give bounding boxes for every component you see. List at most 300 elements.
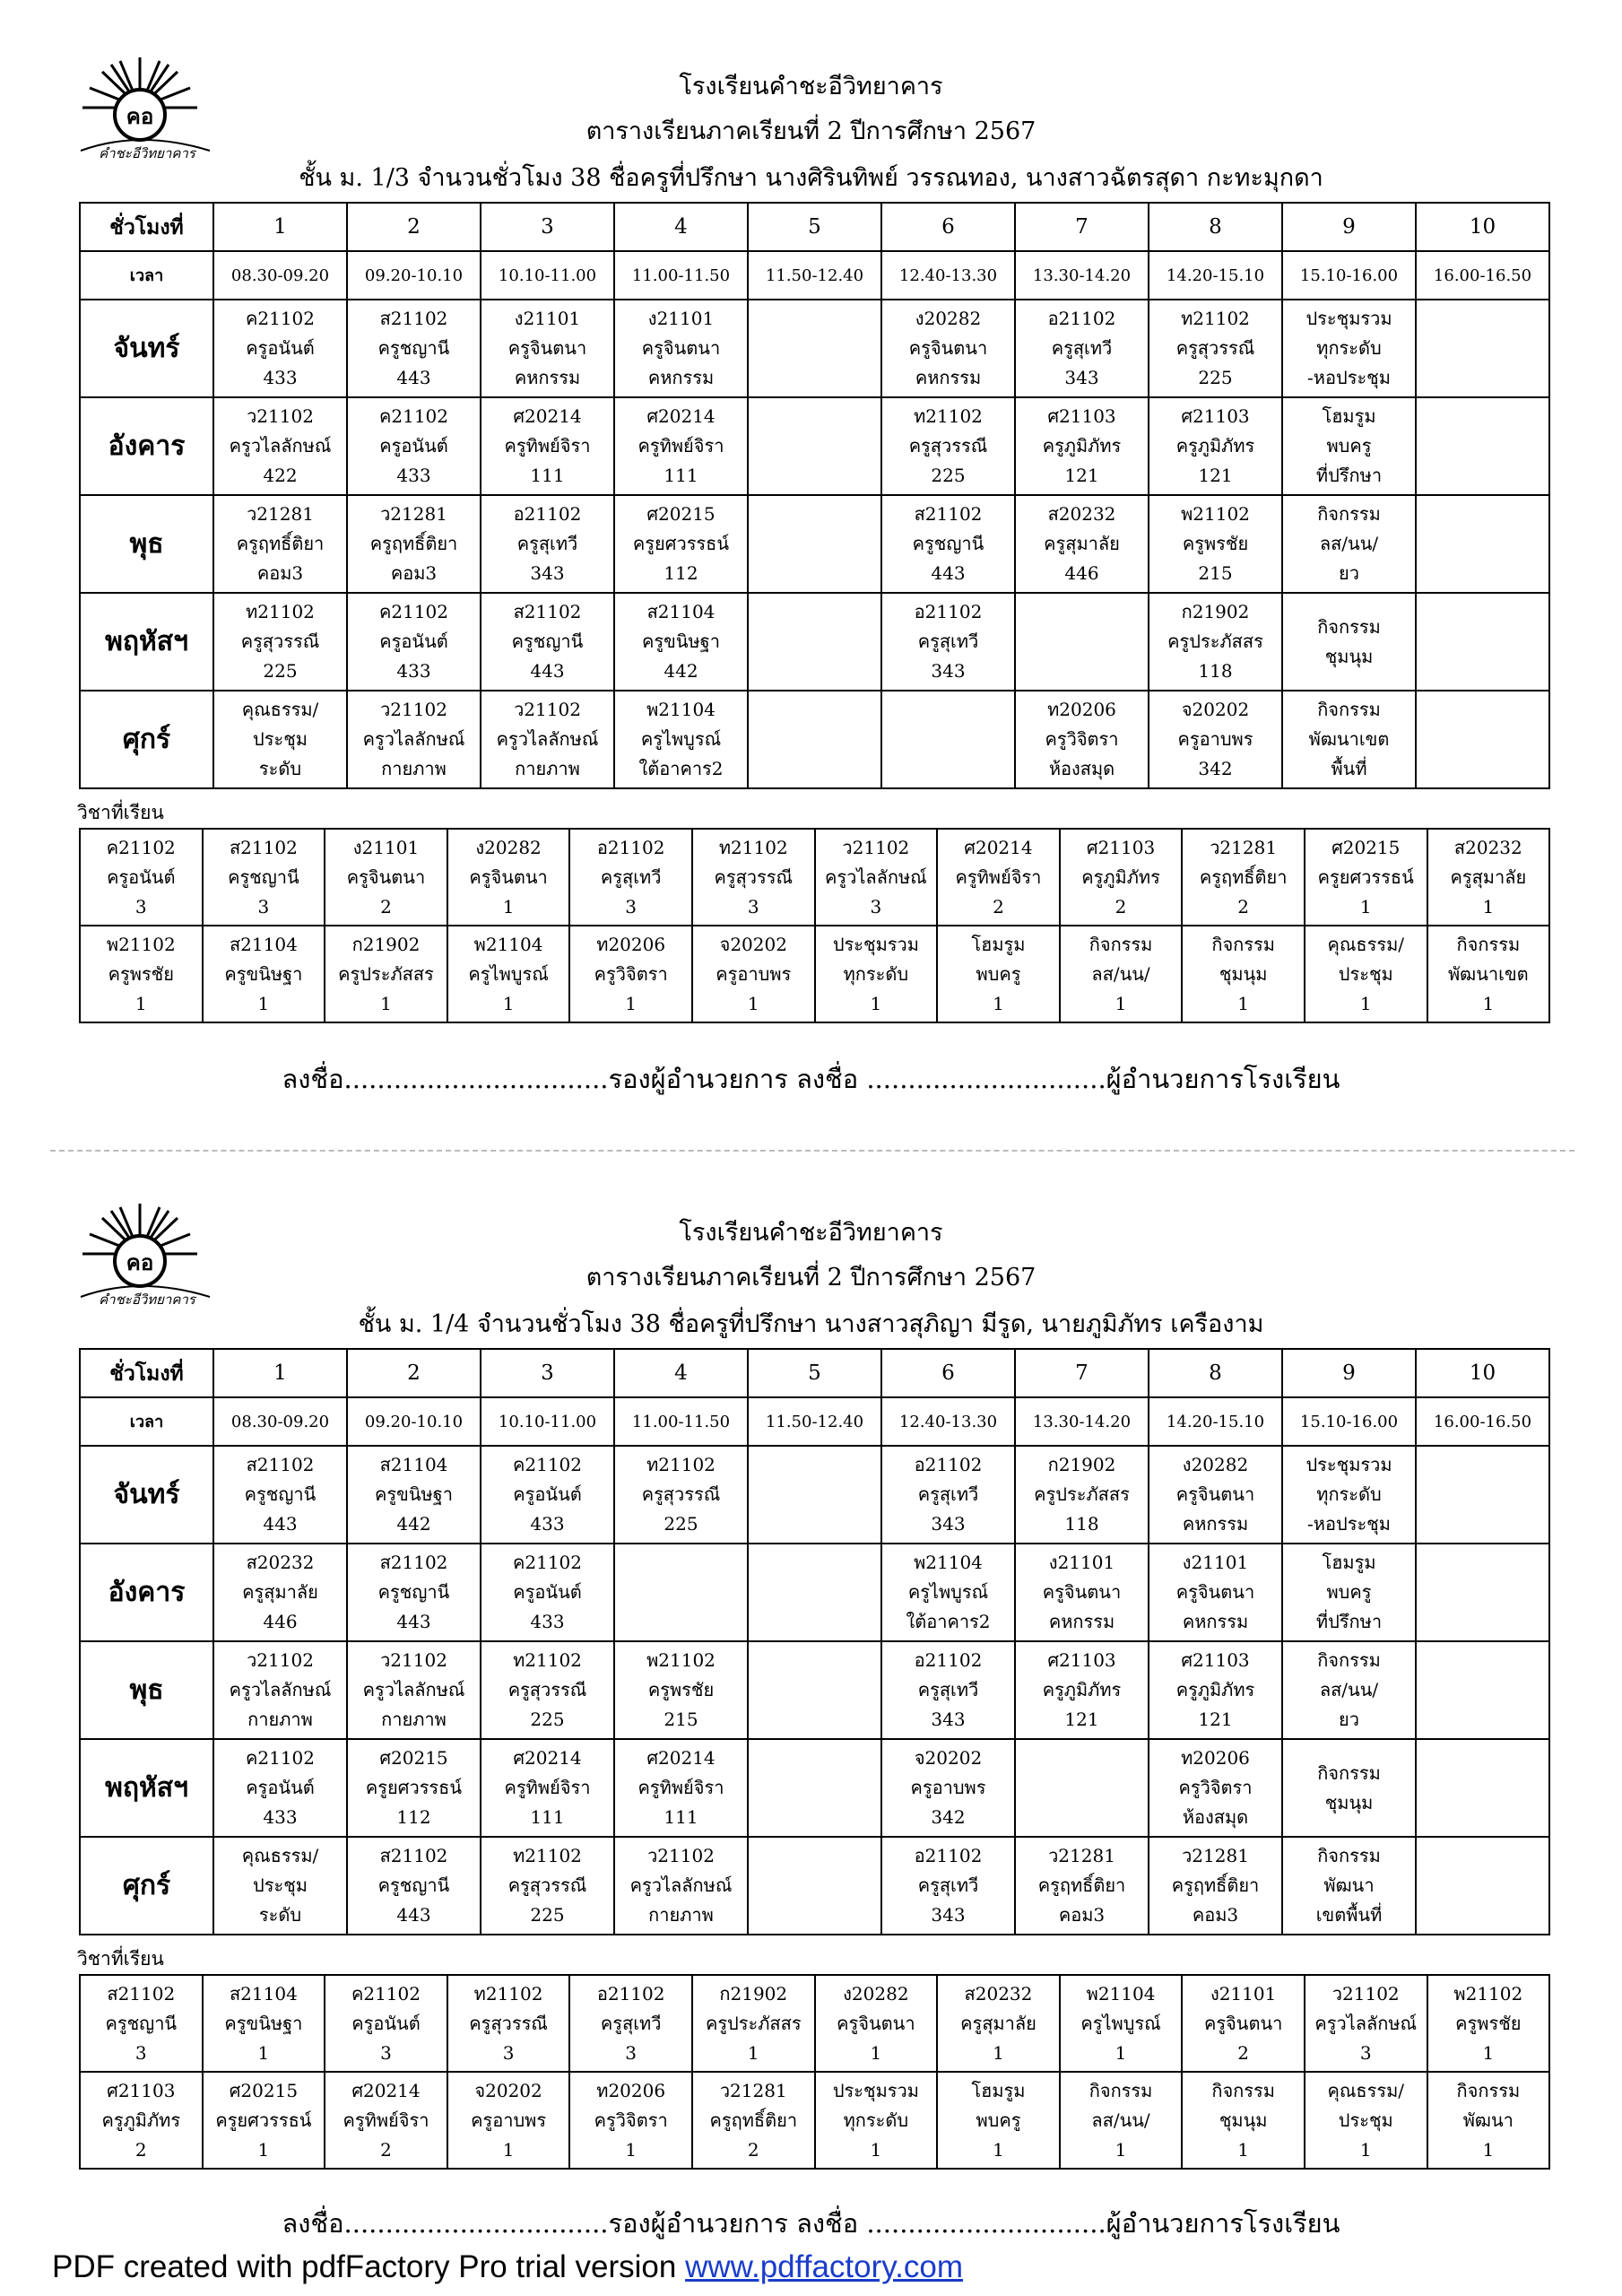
cell-line: เขตพื้นที่ bbox=[1315, 1904, 1383, 1926]
cell-line: 2 bbox=[380, 895, 392, 918]
subject-cell bbox=[815, 829, 938, 926]
cell-line: 1 bbox=[134, 992, 147, 1014]
subject-cell bbox=[325, 2072, 447, 2169]
cell-line: ส21104 bbox=[646, 601, 716, 622]
cell-line: ศ21103 bbox=[1181, 1649, 1250, 1671]
cell-line: 3 bbox=[625, 895, 638, 918]
footer-link[interactable]: www.pdffactory.com bbox=[685, 2249, 964, 2284]
cell-line: คอม3 bbox=[1192, 1904, 1239, 1926]
cell-line: ครูอนันต์ bbox=[246, 337, 315, 359]
cell-line: ง20282 bbox=[475, 836, 542, 858]
cell-line: ใต้อาคาร2 bbox=[638, 758, 724, 779]
cell-line: ครูฤทธิ์ติยา bbox=[1199, 865, 1288, 888]
cell-line: ค21102 bbox=[512, 1454, 582, 1475]
cell-line: ง20282 bbox=[915, 308, 982, 329]
cell-line: 3 bbox=[502, 2041, 515, 2064]
cell-line: -หอประชุม bbox=[1307, 367, 1391, 388]
cell-line: พ21104 bbox=[914, 1552, 983, 1573]
cell-line: 1 bbox=[625, 2138, 638, 2161]
cell-line: ท21102 bbox=[1181, 308, 1250, 329]
cell-line: 112 bbox=[396, 1806, 431, 1828]
cell-line: ส21104 bbox=[379, 1454, 448, 1475]
class-slot bbox=[1015, 593, 1149, 691]
cell-line: 433 bbox=[530, 1611, 565, 1632]
cell-line: ครูจินตนา bbox=[469, 865, 548, 888]
class-slot bbox=[1282, 593, 1416, 691]
time-slot: 11.50-12.40 bbox=[748, 1397, 881, 1446]
cell-line: 1 bbox=[993, 992, 1004, 1014]
cell-line: พบครู bbox=[1326, 435, 1372, 457]
class-slot bbox=[481, 691, 614, 788]
school-name: โรงเรียนคำชะอีวิทยาคาร bbox=[679, 73, 943, 100]
period-number: 1 bbox=[213, 1349, 347, 1397]
cell-line: ครูยศวรรธน์ bbox=[632, 533, 730, 554]
cell-line: ครูขนิษฐา bbox=[375, 1483, 453, 1505]
class-slot bbox=[748, 1837, 881, 1935]
cell-line: พื้นที่ bbox=[1331, 758, 1367, 779]
class-slot bbox=[748, 1641, 881, 1739]
cell-line: 422 bbox=[263, 465, 298, 486]
cell-line: ครูฤทธิ์ติยา bbox=[369, 533, 458, 554]
subjects-label: วิชาที่เรียน bbox=[77, 1948, 164, 1970]
cell-line: 215 bbox=[1198, 562, 1233, 584]
subject-cell bbox=[1060, 1975, 1183, 2072]
cell-line: 111 bbox=[530, 1806, 565, 1828]
cell-line: ครูพรชัย bbox=[647, 1679, 715, 1700]
subject-cell bbox=[692, 1975, 815, 2072]
cell-line: ทุกระดับ bbox=[843, 962, 909, 985]
cell-line: ส21102 bbox=[513, 601, 582, 622]
cell-line: 1 bbox=[1359, 895, 1372, 918]
cell-line: ครูอาบพร bbox=[910, 1777, 986, 1798]
class-slot bbox=[1282, 1837, 1416, 1935]
cell-line: ครูจินตนา bbox=[507, 337, 587, 359]
class-slot bbox=[614, 1544, 748, 1641]
period-number: 2 bbox=[347, 203, 481, 251]
class-slot bbox=[881, 1544, 1015, 1641]
cell-line: คอม3 bbox=[1058, 1904, 1106, 1926]
class-slot bbox=[481, 397, 614, 495]
cell-line: 433 bbox=[396, 465, 431, 486]
cell-line: ง20282 bbox=[843, 1982, 909, 2005]
cell-line: 1 bbox=[1482, 2138, 1495, 2161]
cell-line: อ21102 bbox=[914, 1454, 983, 1475]
class-slot bbox=[1149, 691, 1282, 788]
class-slot bbox=[1149, 397, 1282, 495]
cell-line: 3 bbox=[870, 895, 882, 918]
period-number: 6 bbox=[881, 203, 1015, 251]
class-info: ชั้น ม. 1/4 จำนวนชั่วโมง 38 ชื่อครูที่ปรึกษา นางสาวสุภิญา มีรูด, นายภูมิภัทร เครืองาม bbox=[358, 1310, 1264, 1338]
cell-line: 2 bbox=[1237, 895, 1249, 918]
cell-line: อ21102 bbox=[914, 1649, 983, 1671]
subject-cell bbox=[815, 926, 938, 1022]
cell-line: ครูจินตนา bbox=[1175, 1483, 1255, 1505]
cell-line: ค21102 bbox=[245, 308, 315, 329]
cell-line: ครูพรชัย bbox=[1182, 533, 1249, 554]
class-slot bbox=[213, 691, 347, 788]
cell-line: ส21102 bbox=[914, 503, 983, 525]
cell-line: ศ20215 bbox=[229, 2079, 299, 2101]
cell-line: พ21102 bbox=[646, 1649, 716, 1671]
cell-line: 1 bbox=[747, 992, 759, 1014]
cell-line: อ21102 bbox=[914, 601, 983, 622]
class-slot bbox=[213, 495, 347, 593]
cell-line: ก21902 bbox=[719, 1982, 788, 2005]
cell-line: กิจกรรม bbox=[1317, 1649, 1381, 1671]
cell-line: 1 bbox=[1482, 992, 1495, 1014]
cell-line: อ21102 bbox=[1047, 308, 1116, 329]
subject-cell bbox=[1427, 2072, 1550, 2169]
class-slot bbox=[347, 495, 481, 593]
subject-cell bbox=[325, 829, 447, 926]
cell-line: ว21102 bbox=[514, 699, 581, 720]
cell-line: กายภาพ bbox=[381, 1709, 447, 1730]
cell-line: ครูสุวรรณี bbox=[1175, 337, 1255, 359]
cell-line: ครูฤทธิ์ติยา bbox=[236, 533, 325, 554]
cell-line: อ21102 bbox=[513, 503, 582, 525]
cell-line: ครูวไลลักษณ์ bbox=[496, 728, 599, 750]
logo-initials: คอ bbox=[126, 103, 154, 129]
cell-line: ครูทิพย์จิรา bbox=[504, 435, 591, 457]
cell-line: ส21102 bbox=[379, 308, 448, 329]
period-number: 4 bbox=[614, 1349, 748, 1397]
cell-line: ครูอาบพร bbox=[716, 962, 792, 985]
cell-line: จ20202 bbox=[914, 1747, 983, 1769]
cell-line: กิจกรรม bbox=[1089, 933, 1153, 955]
time-slot: 15.10-16.00 bbox=[1282, 251, 1416, 300]
period-number: 5 bbox=[748, 203, 881, 251]
cell-line: 1 bbox=[380, 992, 392, 1014]
period-number: 10 bbox=[1416, 203, 1549, 251]
cell-line: 3 bbox=[257, 895, 270, 918]
cell-line: 1 bbox=[625, 992, 638, 1014]
cell-line: คหกรรม bbox=[1182, 1611, 1249, 1632]
period-number: 6 bbox=[881, 1349, 1015, 1397]
cell-line: ครูอนันต์ bbox=[379, 631, 448, 652]
cell-line: ประชุมรวม bbox=[832, 2079, 919, 2101]
cell-line: ศ20214 bbox=[513, 405, 582, 427]
timetable bbox=[79, 1348, 1550, 1935]
cell-line: ท21102 bbox=[914, 405, 983, 427]
cell-line: 225 bbox=[664, 1513, 698, 1535]
cell-line: ส20232 bbox=[964, 1982, 1033, 2005]
cell-line: ทุกระดับ bbox=[1316, 1483, 1382, 1505]
cell-line: ครูไพบูรณ์ bbox=[1080, 2012, 1161, 2034]
cell-line: ว21102 bbox=[247, 1649, 314, 1671]
cell-line: ครูประภัสสร bbox=[1034, 1483, 1130, 1505]
cell-line: 1 bbox=[1482, 895, 1495, 918]
class-slot bbox=[481, 593, 614, 691]
class-slot bbox=[347, 1544, 481, 1641]
class-slot bbox=[1015, 1446, 1149, 1544]
cell-line: ส21102 bbox=[379, 1552, 448, 1573]
class-slot bbox=[481, 1739, 614, 1837]
cell-line: ครูสุเทวี bbox=[1051, 337, 1113, 359]
time-slot: 12.40-13.30 bbox=[881, 1397, 1015, 1446]
period-number: 9 bbox=[1282, 1349, 1416, 1397]
subject-cell bbox=[1427, 1975, 1550, 2072]
cell-line: 443 bbox=[396, 1904, 431, 1926]
cell-line: ศ21103 bbox=[107, 2079, 176, 2101]
subject-cell bbox=[1182, 926, 1305, 1022]
cell-line: 3 bbox=[380, 2041, 392, 2064]
cell-line: ศ20215 bbox=[646, 503, 716, 525]
class-slot bbox=[1149, 1837, 1282, 1935]
cell-line: ที่ปรึกษา bbox=[1315, 1611, 1383, 1632]
day-name: อังคาร bbox=[80, 1544, 213, 1641]
cell-line: 112 bbox=[664, 562, 698, 584]
cell-line: ครูวไลลักษณ์ bbox=[229, 1679, 332, 1700]
cell-line: 446 bbox=[1064, 562, 1099, 584]
cell-line: 111 bbox=[664, 1806, 698, 1828]
class-slot bbox=[1416, 300, 1549, 397]
class-slot bbox=[748, 397, 881, 495]
class-slot bbox=[748, 1544, 881, 1641]
cell-line: ครูชญานี bbox=[228, 865, 299, 888]
cell-line: ง21101 bbox=[352, 836, 420, 858]
cell-line: ครูยศวรรธน์ bbox=[365, 1777, 463, 1798]
cell-line: พ21102 bbox=[106, 933, 176, 955]
cell-line: ส21104 bbox=[229, 1982, 298, 2005]
cell-line: ว21102 bbox=[247, 405, 314, 427]
class-slot bbox=[481, 1446, 614, 1544]
cell-line: ประชุม bbox=[253, 728, 308, 750]
cell-line: ประชุม bbox=[253, 1874, 308, 1896]
cell-line: 1 bbox=[1359, 2138, 1372, 2161]
subject-cell bbox=[569, 2072, 692, 2169]
cell-line: ครูฤทธิ์ติยา bbox=[1037, 1874, 1126, 1896]
cell-line: ท20206 bbox=[1181, 1747, 1250, 1769]
subject-cell bbox=[937, 1975, 1060, 2072]
cell-line: ส20232 bbox=[246, 1552, 315, 1573]
cell-line: 433 bbox=[396, 660, 431, 682]
cell-line: พัฒนา bbox=[1323, 1874, 1375, 1896]
cell-line: ครูพรชัย bbox=[108, 962, 174, 985]
class-slot bbox=[1282, 1739, 1416, 1837]
cell-line: ครูภูมิภัทร bbox=[1175, 1679, 1255, 1700]
cell-line: คหกรรม bbox=[647, 367, 715, 388]
subject-cell bbox=[569, 829, 692, 926]
cell-line: 1 bbox=[502, 2138, 515, 2161]
subject-cell bbox=[1305, 1975, 1427, 2072]
time-slot: 13.30-14.20 bbox=[1015, 1397, 1149, 1446]
cell-line: 3 bbox=[1359, 2041, 1372, 2064]
cell-line: คอม3 bbox=[390, 562, 438, 584]
class-slot bbox=[347, 397, 481, 495]
class-slot bbox=[614, 1837, 748, 1935]
class-slot bbox=[614, 593, 748, 691]
subject-cell bbox=[1060, 926, 1183, 1022]
cell-line: ว21281 bbox=[1182, 1845, 1249, 1866]
cell-line: 121 bbox=[1064, 465, 1099, 486]
cell-line: ครูชญานี bbox=[377, 1581, 450, 1603]
cell-line: ครูอนันต์ bbox=[246, 1777, 315, 1798]
class-slot bbox=[481, 495, 614, 593]
time-slot: 10.10-11.00 bbox=[481, 1397, 614, 1446]
class-info: ชั้น ม. 1/3 จำนวนชั่วโมง 38 ชื่อครูที่ปรึกษา นางศิรินทิพย์ วรรณทอง, นางสาวฉัตรสุดา กะทะมุกดา bbox=[299, 164, 1323, 192]
cell-line: พบครู bbox=[976, 2109, 1021, 2131]
cell-line: 442 bbox=[664, 660, 698, 682]
cell-line: ระดับ bbox=[258, 1904, 302, 1926]
cell-line: ลส/นน/ bbox=[1091, 962, 1150, 985]
cell-line: ค21102 bbox=[378, 405, 448, 427]
cell-line: ประชุม bbox=[1338, 962, 1393, 985]
cell-line: ครูไพบูรณ์ bbox=[640, 728, 722, 750]
cell-line: ครูไพบูรณ์ bbox=[468, 962, 549, 985]
cell-line: ศ21103 bbox=[1181, 405, 1250, 427]
day-name: พฤหัสฯ bbox=[80, 593, 213, 691]
cell-line: ห้องสมุด bbox=[1048, 758, 1115, 779]
cell-line: 3 bbox=[747, 895, 759, 918]
class-slot bbox=[1149, 495, 1282, 593]
class-slot bbox=[213, 593, 347, 691]
cell-line: คหกรรม bbox=[514, 367, 581, 388]
cell-line: ว21102 bbox=[380, 1649, 447, 1671]
cell-line: ครูฤทธิ์ติยา bbox=[1171, 1874, 1260, 1896]
cell-line: ครูภูมิภัทร bbox=[1042, 1679, 1122, 1700]
class-slot bbox=[481, 1837, 614, 1935]
day-name: พุธ bbox=[80, 1641, 213, 1739]
subjects-table bbox=[79, 828, 1550, 1023]
cell-line: พบครู bbox=[976, 962, 1021, 985]
cell-line: กายภาพ bbox=[515, 758, 580, 779]
time-slot: 14.20-15.10 bbox=[1149, 1397, 1282, 1446]
class-slot bbox=[1015, 300, 1149, 397]
class-slot bbox=[881, 1739, 1015, 1837]
class-slot bbox=[1015, 691, 1149, 788]
cell-line: ทุกระดับ bbox=[843, 2109, 909, 2131]
day-name: พุธ bbox=[80, 495, 213, 593]
subject-cell bbox=[203, 1975, 325, 2072]
subject-cell bbox=[325, 1975, 447, 2072]
cell-line: ว21102 bbox=[647, 1845, 715, 1866]
time-slot: 09.20-10.10 bbox=[347, 251, 481, 300]
cell-line: ชุมนุม bbox=[1324, 645, 1374, 667]
class-slot bbox=[614, 691, 748, 788]
cell-line: 121 bbox=[1198, 1709, 1233, 1730]
cell-line: ว21102 bbox=[842, 836, 910, 858]
cell-line: ค21102 bbox=[106, 836, 176, 858]
cell-line: ประชุมรวม bbox=[1305, 308, 1392, 329]
cell-line: คุณธรรม/ bbox=[1327, 2079, 1404, 2101]
cell-line: -หอประชุม bbox=[1307, 1513, 1391, 1535]
subject-cell bbox=[937, 926, 1060, 1022]
cell-line: ค21102 bbox=[245, 1747, 315, 1769]
cell-line: 1 bbox=[502, 895, 515, 918]
cell-line: กิจกรรม bbox=[1317, 615, 1381, 638]
cell-line: ครูจินตนา bbox=[641, 337, 721, 359]
cell-line: 121 bbox=[1064, 1709, 1099, 1730]
class-slot bbox=[1282, 1446, 1416, 1544]
time-slot: 09.20-10.10 bbox=[347, 1397, 481, 1446]
cell-line: 2 bbox=[993, 895, 1004, 918]
cell-line: ส20232 bbox=[1047, 503, 1116, 525]
class-slot bbox=[881, 1641, 1015, 1739]
cell-line: โฮมรูม bbox=[1322, 405, 1376, 427]
cell-line: ครูสุเทวี bbox=[917, 631, 979, 652]
day-name: จันทร์ bbox=[80, 300, 213, 397]
period-number: 1 bbox=[213, 203, 347, 251]
cell-line: ครูอนันต์ bbox=[107, 865, 176, 888]
class-slot bbox=[614, 397, 748, 495]
cell-line: 433 bbox=[263, 1806, 298, 1828]
cell-line: ครูชญานี bbox=[377, 337, 450, 359]
class-slot bbox=[614, 495, 748, 593]
cell-line: ห้องสมุด bbox=[1182, 1806, 1249, 1828]
cell-line: คุณธรรม/ bbox=[241, 699, 319, 720]
cell-line: ง21101 bbox=[1210, 1982, 1277, 2005]
cell-line: ครูชญานี bbox=[511, 631, 584, 652]
cell-line: ครูจินตนา bbox=[1042, 1581, 1122, 1603]
subjects-label: วิชาที่เรียน bbox=[77, 802, 164, 823]
term-title: ตารางเรียนภาคเรียนที่ 2 ปีการศึกษา 2567 bbox=[585, 117, 1037, 145]
cell-line: ว21281 bbox=[1048, 1845, 1115, 1866]
cell-line: 342 bbox=[1198, 758, 1233, 779]
cell-line: คหกรรม bbox=[1182, 1513, 1249, 1535]
signature-line: ลงชื่อ................................รองผู้อำนวยการ ลงชื่อ .............................ผู้อำนวยการโรงเรียน bbox=[282, 1064, 1340, 1094]
cell-line: ประชุม bbox=[1338, 2109, 1393, 2131]
cell-line: ครูชญานี bbox=[244, 1483, 317, 1505]
period-number: 10 bbox=[1416, 1349, 1549, 1397]
class-slot bbox=[347, 593, 481, 691]
cell-line: 3 bbox=[625, 2041, 638, 2064]
cell-line: ลส/นน/ bbox=[1091, 2109, 1150, 2131]
cell-line: ครูประภัสสร bbox=[1167, 631, 1263, 652]
cell-line: ชุมนุม bbox=[1219, 2109, 1268, 2131]
cell-line: ส21104 bbox=[229, 933, 298, 955]
cell-line: ว21281 bbox=[1210, 836, 1278, 858]
cell-line: ครูอนันต์ bbox=[351, 2012, 421, 2034]
cell-line: 443 bbox=[396, 367, 431, 388]
cell-line: ประชุมรวม bbox=[832, 933, 919, 955]
cell-line: ครูวไลลักษณ์ bbox=[362, 1679, 465, 1700]
period-header: ชั่วโมงที่ bbox=[80, 203, 213, 251]
period-number: 7 bbox=[1015, 203, 1149, 251]
cell-line: ครูขนิษฐา bbox=[224, 2012, 303, 2034]
cell-line: ครูภูมิภัทร bbox=[1042, 435, 1122, 457]
class-slot bbox=[1015, 1837, 1149, 1935]
class-slot bbox=[1015, 397, 1149, 495]
period-number: 3 bbox=[481, 203, 614, 251]
subject-cell bbox=[937, 2072, 1060, 2169]
cell-line: ว21281 bbox=[380, 503, 447, 525]
cell-line: จ20202 bbox=[474, 2079, 542, 2101]
class-slot bbox=[1149, 1739, 1282, 1837]
cell-line: พ21104 bbox=[1086, 1982, 1156, 2005]
cell-line: ครูประภัสสร bbox=[705, 2012, 802, 2034]
cell-line: พบครู bbox=[1326, 1581, 1372, 1603]
school-name: โรงเรียนคำชะอีวิทยาคาร bbox=[679, 1219, 943, 1247]
class-slot bbox=[748, 691, 881, 788]
subject-cell bbox=[447, 2072, 570, 2169]
class-slot bbox=[1416, 397, 1549, 495]
class-slot bbox=[213, 1641, 347, 1739]
cell-line: 215 bbox=[664, 1709, 698, 1730]
cell-line: พัฒนาเขต bbox=[1308, 728, 1390, 750]
subject-cell bbox=[80, 1975, 203, 2072]
class-slot bbox=[1282, 1544, 1416, 1641]
time-slot: 14.20-15.10 bbox=[1149, 251, 1282, 300]
cell-line: ศ20214 bbox=[646, 1747, 716, 1769]
class-slot bbox=[1282, 300, 1416, 397]
cell-line: ศ21103 bbox=[1047, 1649, 1116, 1671]
cell-line: ศ21103 bbox=[1047, 405, 1116, 427]
subject-cell bbox=[1182, 2072, 1305, 2169]
class-slot bbox=[481, 1641, 614, 1739]
cell-line: พ21104 bbox=[473, 933, 543, 955]
period-number: 8 bbox=[1149, 1349, 1282, 1397]
cell-line: ครูทิพย์จิรา bbox=[638, 1777, 724, 1798]
